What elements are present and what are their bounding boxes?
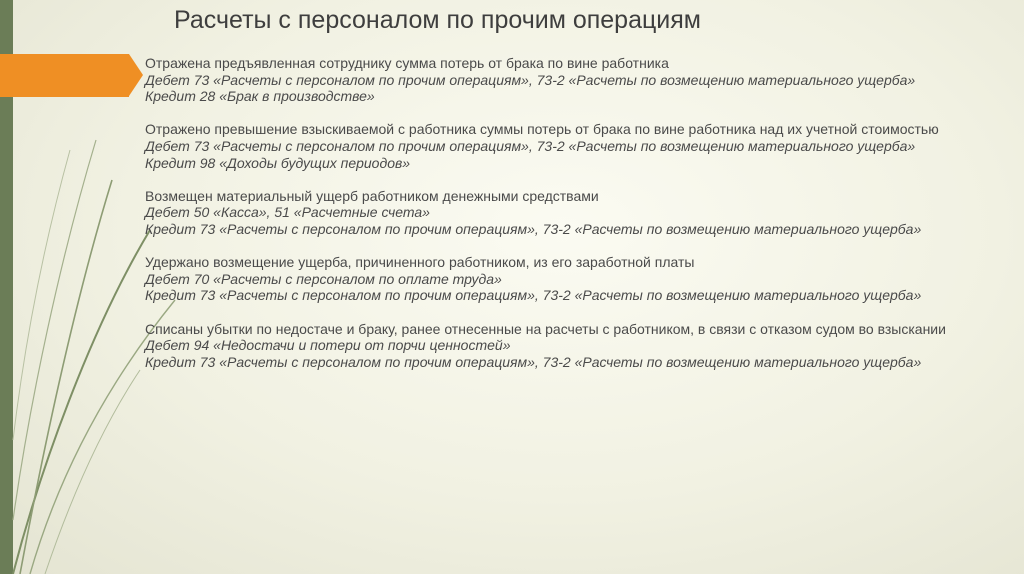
entry-block [145,188,1015,238]
entry-description: Отражено превышение взыскиваемой с работника суммы потерь от брака по вине работника над их учетной стоимостью [145,121,939,138]
entry-debit: Дебет 94 «Недостачи и потери от порчи ценностей» [145,337,511,354]
entry-block [145,321,1015,371]
entry-block [145,254,1015,304]
entry-debit: Дебет 73 «Расчеты с персоналом по прочим операциям», 73-2 «Расчеты по возмещению материального ущерба» [145,71,916,88]
entry-debit: Дебет 50 «Касса», 51 «Расчетные счета» [145,204,430,221]
entry-credit: Кредит 73 «Расчеты с персоналом по прочим операциям», 73-2 «Расчеты по возмещению материального ущерба» [145,287,922,304]
accent-arrow [129,54,143,96]
entry-credit: Кредит 73 «Расчеты с персоналом по прочим операциям», 73-2 «Расчеты по возмещению материального ущерба» [145,353,922,370]
entries-list [145,55,1015,387]
entry-description: Удержано возмещение ущерба, причиненного работником, из его заработной платы [145,254,695,271]
accent-tab [0,54,129,97]
entry-description: Списаны убытки по недостаче и браку, ранее отнесенные на расчеты с работником, в связи с отказом судом во взыскании [145,320,946,337]
slide-title: Расчеты с персоналом по прочим операциям [174,6,701,34]
entry-block [145,121,1015,171]
entry-credit: Кредит 98 «Доходы будущих периодов» [145,154,411,171]
entry-block [145,55,1015,105]
entry-credit: Кредит 73 «Расчеты с персоналом по прочим операциям», 73-2 «Расчеты по возмещению материального ущерба» [145,220,922,237]
entry-description: Возмещен материальный ущерб работником денежными средствами [145,187,599,204]
entry-debit: Дебет 70 «Расчеты с персоналом по оплате труда» [145,270,502,287]
entry-description: Отражена предъявленная сотруднику сумма потерь от брака по вине работника [145,55,669,71]
entry-credit: Кредит 28 «Брак в производстве» [145,88,375,105]
entry-debit: Дебет 73 «Расчеты с персоналом по прочим операциям», 73-2 «Расчеты по возмещению материального ущерба» [145,137,916,154]
